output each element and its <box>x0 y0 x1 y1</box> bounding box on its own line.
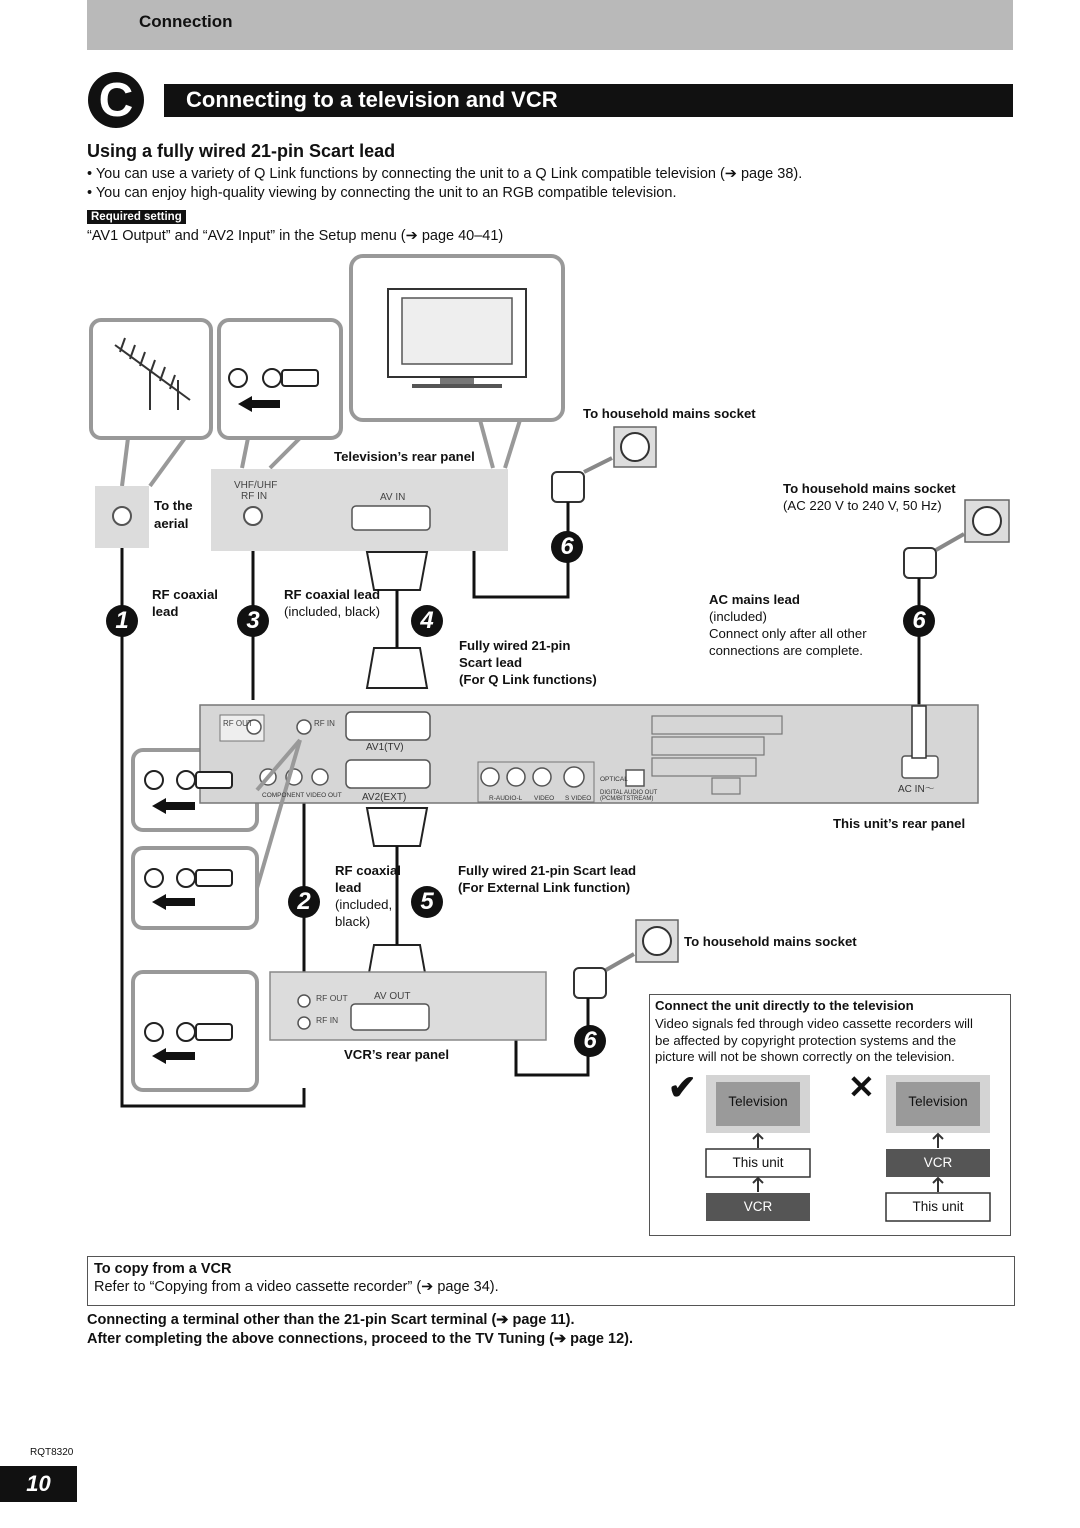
label-vhf-uhf: VHF/UHF <box>234 480 278 491</box>
label-rf-coax-2c: (included, <box>335 897 393 912</box>
copy-text: Refer to “Copying from a video cassette recorder” (➔ page 34). <box>94 1279 499 1295</box>
label-mains-socket-2: To household mains socket <box>783 481 956 496</box>
label-digital-audio: DIGITAL AUDIO OUT <box>600 790 658 796</box>
good-television-box: Television <box>728 1094 788 1109</box>
page-title: Connecting to a television and VCR <box>186 87 558 112</box>
section-letter-badge: C <box>88 72 144 128</box>
step-6-marker-unit: 6 <box>903 605 935 637</box>
bullet-rgb: • You can enjoy high-quality viewing by connecting the unit to an RGB compatible television. <box>87 185 677 201</box>
label-rf-coax-1b: lead <box>152 604 179 619</box>
step-5-marker: 5 <box>411 886 443 918</box>
label-mains-socket-3: To household mains socket <box>684 934 857 949</box>
label-unit-rf-out: RF OUT <box>223 719 253 728</box>
label-vcr-rear-panel: VCR’s rear panel <box>344 1047 450 1062</box>
label-ac-lead-title: AC mains lead <box>709 592 800 607</box>
label-ac-in: AC IN～ <box>898 784 935 795</box>
label-ac-lead-2: Connect only after all other <box>709 626 867 641</box>
label-scart-2: Scart lead <box>459 655 523 670</box>
note-line-2: be affected by copyright protection systems and the <box>655 1033 957 1048</box>
step-3-marker: 3 <box>237 605 269 637</box>
label-to-aerial-1: To the <box>154 498 193 513</box>
note-line-3: picture will not be shown correctly on the television. <box>655 1049 955 1064</box>
label-rf-coax-3b: (included, black) <box>284 604 381 619</box>
required-setting-text: “AV1 Output” and “AV2 Input” in the Setup menu (➔ page 40–41) <box>87 228 504 244</box>
label-ac-lead-3: connections are complete. <box>709 643 863 658</box>
label-rf-coax-2b: lead <box>335 880 362 895</box>
label-component: COMPONENT VIDEO OUT <box>262 792 342 799</box>
label-to-aerial-2: aerial <box>154 516 189 531</box>
label-tv-rear-panel: Television’s rear panel <box>334 449 475 464</box>
label-svideo: S VIDEO <box>565 795 592 802</box>
step-4-marker: 4 <box>411 605 443 637</box>
note-title: Connect the unit directly to the television <box>655 998 914 1013</box>
label-rf-coax-2d: black) <box>335 914 371 929</box>
tv-illustration <box>388 289 526 388</box>
label-tv-av-in: AV IN <box>380 492 406 503</box>
vcr-av-out-scart <box>351 1004 429 1030</box>
label-av2: AV2(EXT) <box>362 792 407 803</box>
step-1-marker: 1 <box>106 605 138 637</box>
label-video: VIDEO <box>534 795 555 802</box>
label-ac-lead-1: (included) <box>709 609 767 624</box>
bad-television-box: Television <box>908 1094 968 1109</box>
note-line-1: Video signals fed through video cassette recorders will <box>655 1016 973 1031</box>
label-rf-coax-3a: RF coaxial lead <box>284 587 381 602</box>
bullet-qlink: • You can use a variety of Q Link functions by connecting the unit to a Q Link compatible television (➔ page 38). <box>87 166 803 182</box>
footer-note-1: Connecting a terminal other than the 21-pin Scart terminal (➔ page 11). <box>87 1312 575 1328</box>
required-setting-badge: Required setting <box>87 210 186 224</box>
av1-scart <box>346 712 430 740</box>
label-audio: R-AUDIO-L <box>489 795 523 802</box>
step-6-marker-tv: 6 <box>551 531 583 563</box>
section-title: Connection <box>139 12 233 31</box>
good-vcr-box: VCR <box>743 1199 773 1214</box>
label-unit-rear-panel: This unit’s rear panel <box>833 816 966 831</box>
label-vcr-av-out: AV OUT <box>374 991 411 1002</box>
check-icon: ✔ <box>668 1069 697 1107</box>
label-av1: AV1(TV) <box>366 742 404 753</box>
step-2-marker: 2 <box>288 886 320 918</box>
copy-title: To copy from a VCR <box>94 1261 232 1277</box>
label-optical: OPTICAL <box>600 776 628 783</box>
label-scart-ext-1: Fully wired 21-pin Scart lead <box>458 863 637 878</box>
label-scart-3: (For Q Link functions) <box>459 672 597 687</box>
label-scart-1: Fully wired 21-pin <box>459 638 571 653</box>
label-rf-coax-1a: RF coaxial <box>152 587 218 602</box>
label-mains-spec: (AC 220 V to 240 V, 50 Hz) <box>783 498 942 513</box>
label-tv-rf-in: RF IN <box>241 491 268 502</box>
footer-note-2: After completing the above connections, proceed to the TV Tuning (➔ page 12). <box>87 1331 634 1347</box>
tv-av-in-scart <box>352 506 430 530</box>
cross-icon: ✕ <box>848 1069 875 1105</box>
step-6-marker-vcr: 6 <box>574 1025 606 1057</box>
bad-vcr-box: VCR <box>923 1155 953 1170</box>
av2-scart <box>346 760 430 788</box>
label-unit-rf-in: RF IN <box>314 719 335 728</box>
aerial-illustration <box>115 338 190 410</box>
label-vcr-rf-in: RF IN <box>316 1015 339 1025</box>
label-rf-coax-2a: RF coaxial <box>335 863 401 878</box>
bad-this-unit-box: This unit <box>912 1199 964 1214</box>
doc-code: RQT8320 <box>30 1447 74 1458</box>
label-mains-socket-1: To household mains socket <box>583 406 756 421</box>
label-vcr-rf-out: RF OUT <box>316 993 348 1003</box>
page-number: 10 <box>0 1466 77 1502</box>
good-this-unit-box: This unit <box>732 1155 784 1170</box>
label-scart-ext-2: (For External Link function) <box>458 880 631 895</box>
subheading: Using a fully wired 21-pin Scart lead <box>87 141 396 161</box>
label-digital-audio-2: (PCM/BITSTREAM) <box>600 796 654 802</box>
